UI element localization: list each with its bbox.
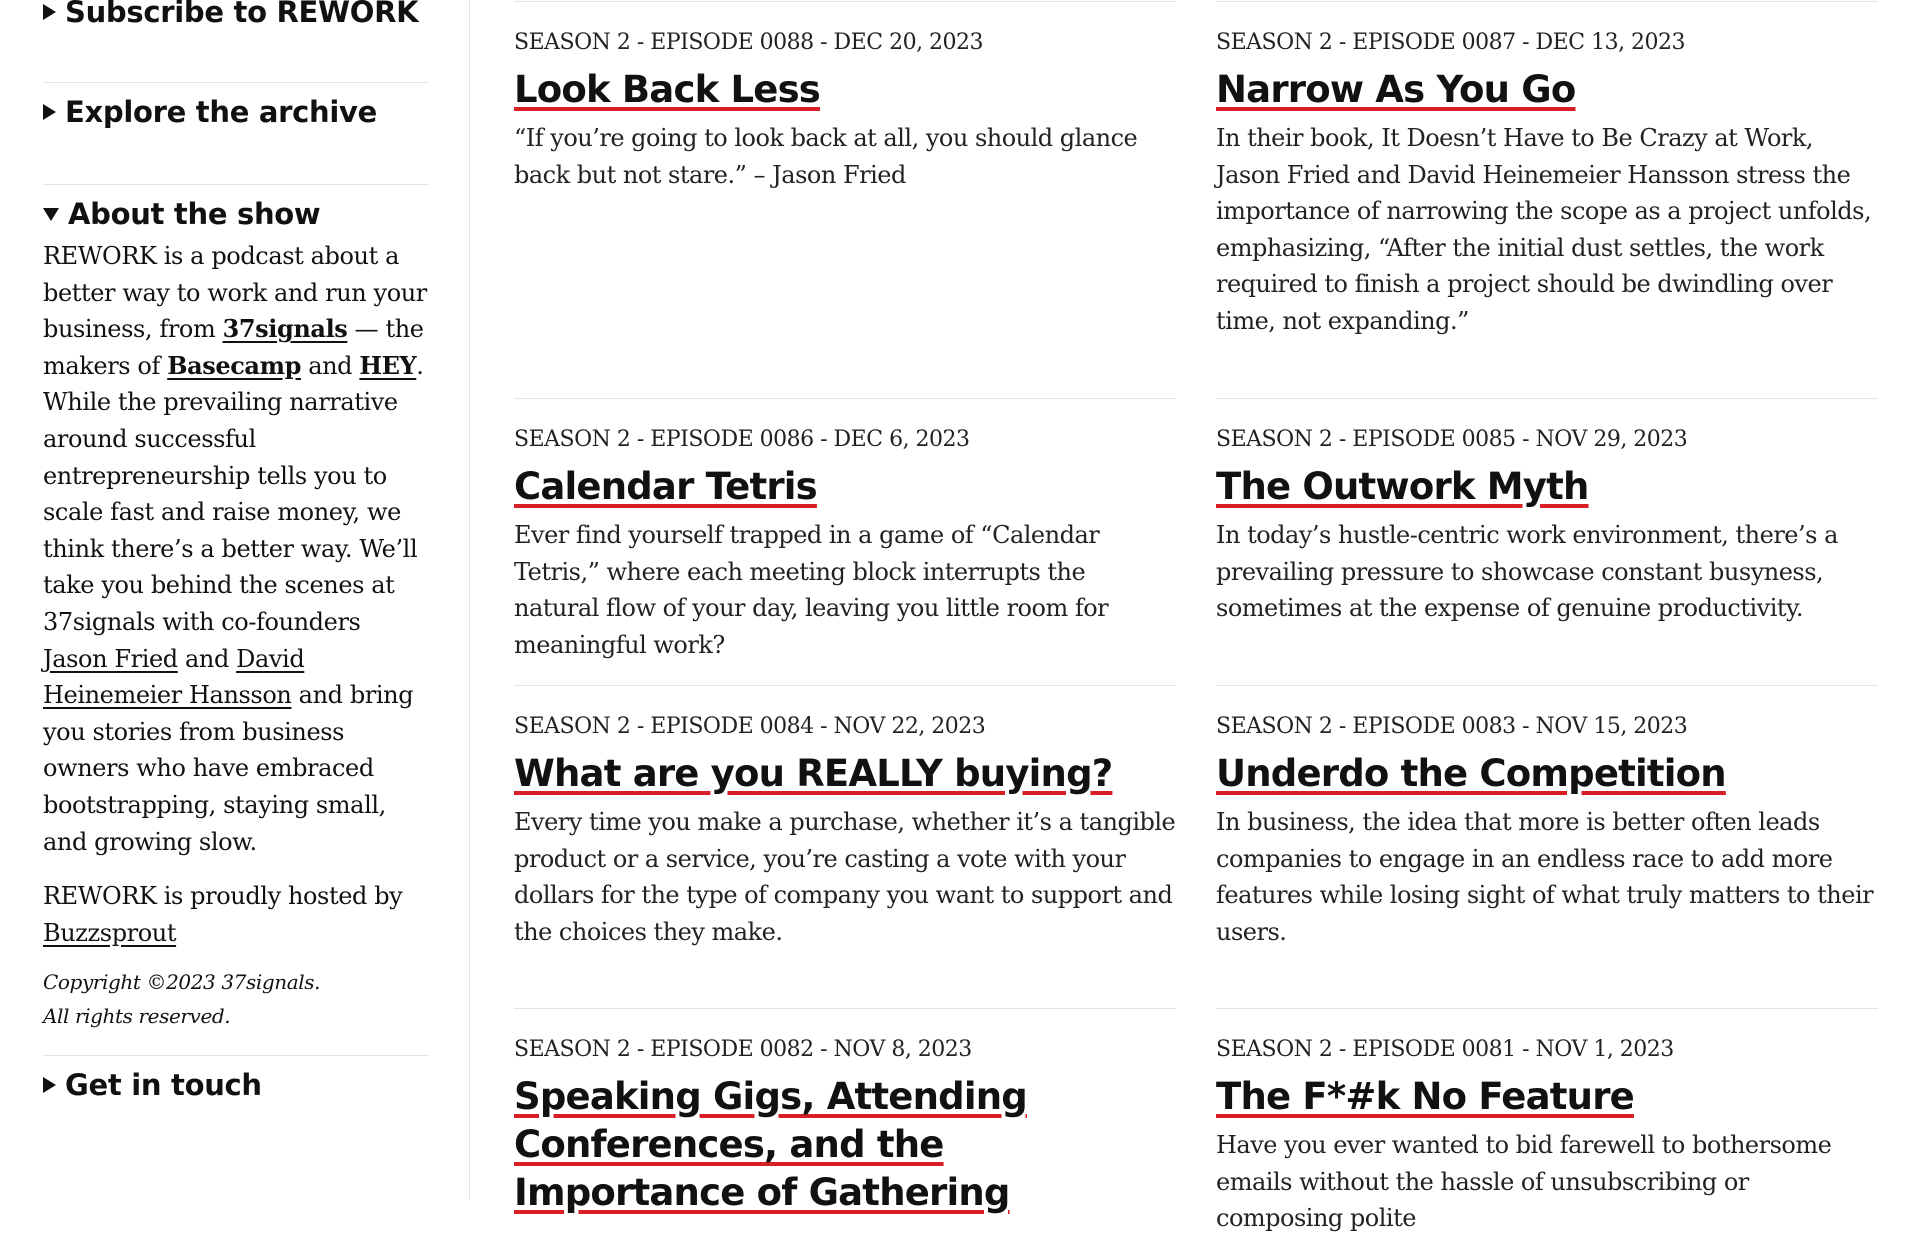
- episode-meta: SEASON 2 - EPISODE 0081 - NOV 1, 2023: [1216, 1037, 1674, 1062]
- about-toggle[interactable]: [43, 196, 429, 232]
- sidebar-divider: [43, 184, 429, 185]
- episode-description: Have you ever wanted to bid farewell to bothersome emails without the hassle of unsubscribing or composing polite: [1216, 1131, 1832, 1233]
- episode-card: [1216, 1, 1878, 340]
- episode-title[interactable]: Underdo the Competition: [1216, 752, 1726, 795]
- about-section: [43, 196, 429, 1033]
- episode-description: “If you’re going to look back at all, you should glance back but not stare.” – Jason Fried: [514, 124, 1138, 189]
- disclosure-right-icon: [43, 4, 56, 20]
- episode-meta: SEASON 2 - EPISODE 0083 - NOV 15, 2023: [1216, 714, 1688, 739]
- about-description: [43, 238, 429, 860]
- subscribe-section: [43, 0, 429, 30]
- about-heading: About the show: [68, 197, 321, 231]
- archive-section: [43, 94, 429, 130]
- disclosure-right-icon: [43, 1077, 56, 1093]
- copyright: [43, 965, 429, 1033]
- subscribe-label: Subscribe to REWORK: [65, 0, 419, 29]
- disclosure-down-icon: [43, 208, 59, 221]
- episode-card: [514, 685, 1176, 950]
- about-text-segment: and: [300, 351, 360, 380]
- episode-title[interactable]: Speaking Gigs, Attending Conferences, and the Importance of Gathering: [514, 1075, 1027, 1214]
- episode-card: [514, 1, 1176, 193]
- subscribe-toggle[interactable]: [43, 0, 429, 30]
- episode-description: In their book, It Doesn’t Have to Be Crazy at Work, Jason Fried and David Heinemeier Hansson stress the importance of narrowing the scope as a project unfolds, emphasizing, “After the initial dust settles, the work required to finish a project should be dwindling over time, not expanding.”: [1216, 124, 1872, 335]
- episode-title[interactable]: The F*#k No Feature: [1216, 1075, 1634, 1118]
- episode-description: Ever find yourself trapped in a game of “Calendar Tetris,” where each meeting block interrupts the natural flow of your day, leaving you little room for meaningful work?: [514, 521, 1109, 659]
- episode-title-link[interactable]: [1216, 463, 1878, 511]
- episode-card: [1216, 1008, 1878, 1237]
- episode-card: [514, 398, 1176, 663]
- episode-title-link[interactable]: [1216, 750, 1878, 798]
- episode-title-link[interactable]: [1216, 66, 1878, 114]
- episode-meta: SEASON 2 - EPISODE 0088 - DEC 20, 2023: [514, 30, 984, 55]
- episode-meta: SEASON 2 - EPISODE 0087 - DEC 13, 2023: [1216, 30, 1686, 55]
- episode-title[interactable]: Look Back Less: [514, 68, 821, 111]
- link-37signals[interactable]: 37signals: [222, 314, 348, 344]
- episode-card: [514, 1008, 1176, 1223]
- episode-title[interactable]: What are you REALLY buying?: [514, 752, 1113, 795]
- episode-meta: SEASON 2 - EPISODE 0084 - NOV 22, 2023: [514, 714, 986, 739]
- episode-meta: SEASON 2 - EPISODE 0082 - NOV 8, 2023: [514, 1037, 972, 1062]
- get-in-touch-label: Get in touch: [65, 1068, 262, 1102]
- link-jason-fried[interactable]: Jason Fried: [43, 644, 178, 673]
- link-hey[interactable]: HEY: [359, 350, 417, 380]
- hosted-by-text: REWORK is proudly hosted by: [43, 882, 403, 911]
- about-text-segment: REWORK is a podcast about a better way to work and run your business, from: [43, 242, 427, 344]
- episode-title[interactable]: Calendar Tetris: [514, 465, 817, 508]
- disclosure-right-icon: [43, 104, 56, 120]
- episode-meta: SEASON 2 - EPISODE 0085 - NOV 29, 2023: [1216, 427, 1688, 452]
- episode-title[interactable]: Narrow As You Go: [1216, 68, 1576, 111]
- about-text-segment: and bring you stories from business owners who have embraced bootstrapping, staying small, and growing slow.: [43, 681, 414, 856]
- episode-description: Every time you make a purchase, whether it’s a tangible product or a service, you’re casting a vote with your dollars for the type of company you want to support and the choices they make.: [514, 808, 1176, 946]
- about-text-segment: — the makers of: [43, 315, 424, 380]
- episode-description: In today’s hustle-centric work environment, there’s a prevailing pressure to showcase constant busyness, sometimes at the expense of genuine productivity.: [1216, 521, 1838, 623]
- archive-label: Explore the archive: [65, 95, 377, 129]
- link-david-heinemeier-hansson[interactable]: David Heinemeier Hansson: [43, 644, 305, 710]
- link-basecamp[interactable]: Basecamp: [167, 350, 301, 380]
- link-buzzsprout[interactable]: Buzzsprout: [43, 918, 177, 947]
- hosted-by: [43, 878, 429, 951]
- copyright-line: Copyright ©2023 37signals.: [43, 970, 321, 995]
- sidebar: [0, 0, 470, 1200]
- episode-meta: SEASON 2 - EPISODE 0086 - DEC 6, 2023: [514, 427, 970, 452]
- sidebar-divider: [43, 1055, 429, 1056]
- about-text-segment: . While the prevailing narrative around successful entrepreneurship tells you to scale fast and raise money, we think there’s a better way. We’ll take you behind the scenes at 37signals with co-founders: [43, 351, 424, 636]
- get-in-touch-toggle[interactable]: [43, 1067, 429, 1103]
- episode-card: [1216, 685, 1878, 950]
- episode-title-link[interactable]: [514, 1073, 1176, 1217]
- episode-title[interactable]: The Outwork Myth: [1216, 465, 1589, 508]
- copyright-line: All rights reserved.: [43, 1004, 231, 1029]
- episode-grid: [470, 0, 1920, 1233]
- sidebar-divider: [43, 82, 429, 83]
- episode-description: In business, the idea that more is better often leads companies to engage in an endless race to add more features while losing sight of what truly matters to their users.: [1216, 808, 1874, 946]
- archive-toggle[interactable]: [43, 94, 429, 130]
- contact-section: [43, 1067, 429, 1103]
- about-text-segment: and: [177, 644, 237, 673]
- episode-card: [1216, 398, 1878, 627]
- episode-title-link[interactable]: [514, 66, 1176, 114]
- episode-title-link[interactable]: [514, 750, 1176, 798]
- episode-title-link[interactable]: [514, 463, 1176, 511]
- episode-title-link[interactable]: [1216, 1073, 1878, 1121]
